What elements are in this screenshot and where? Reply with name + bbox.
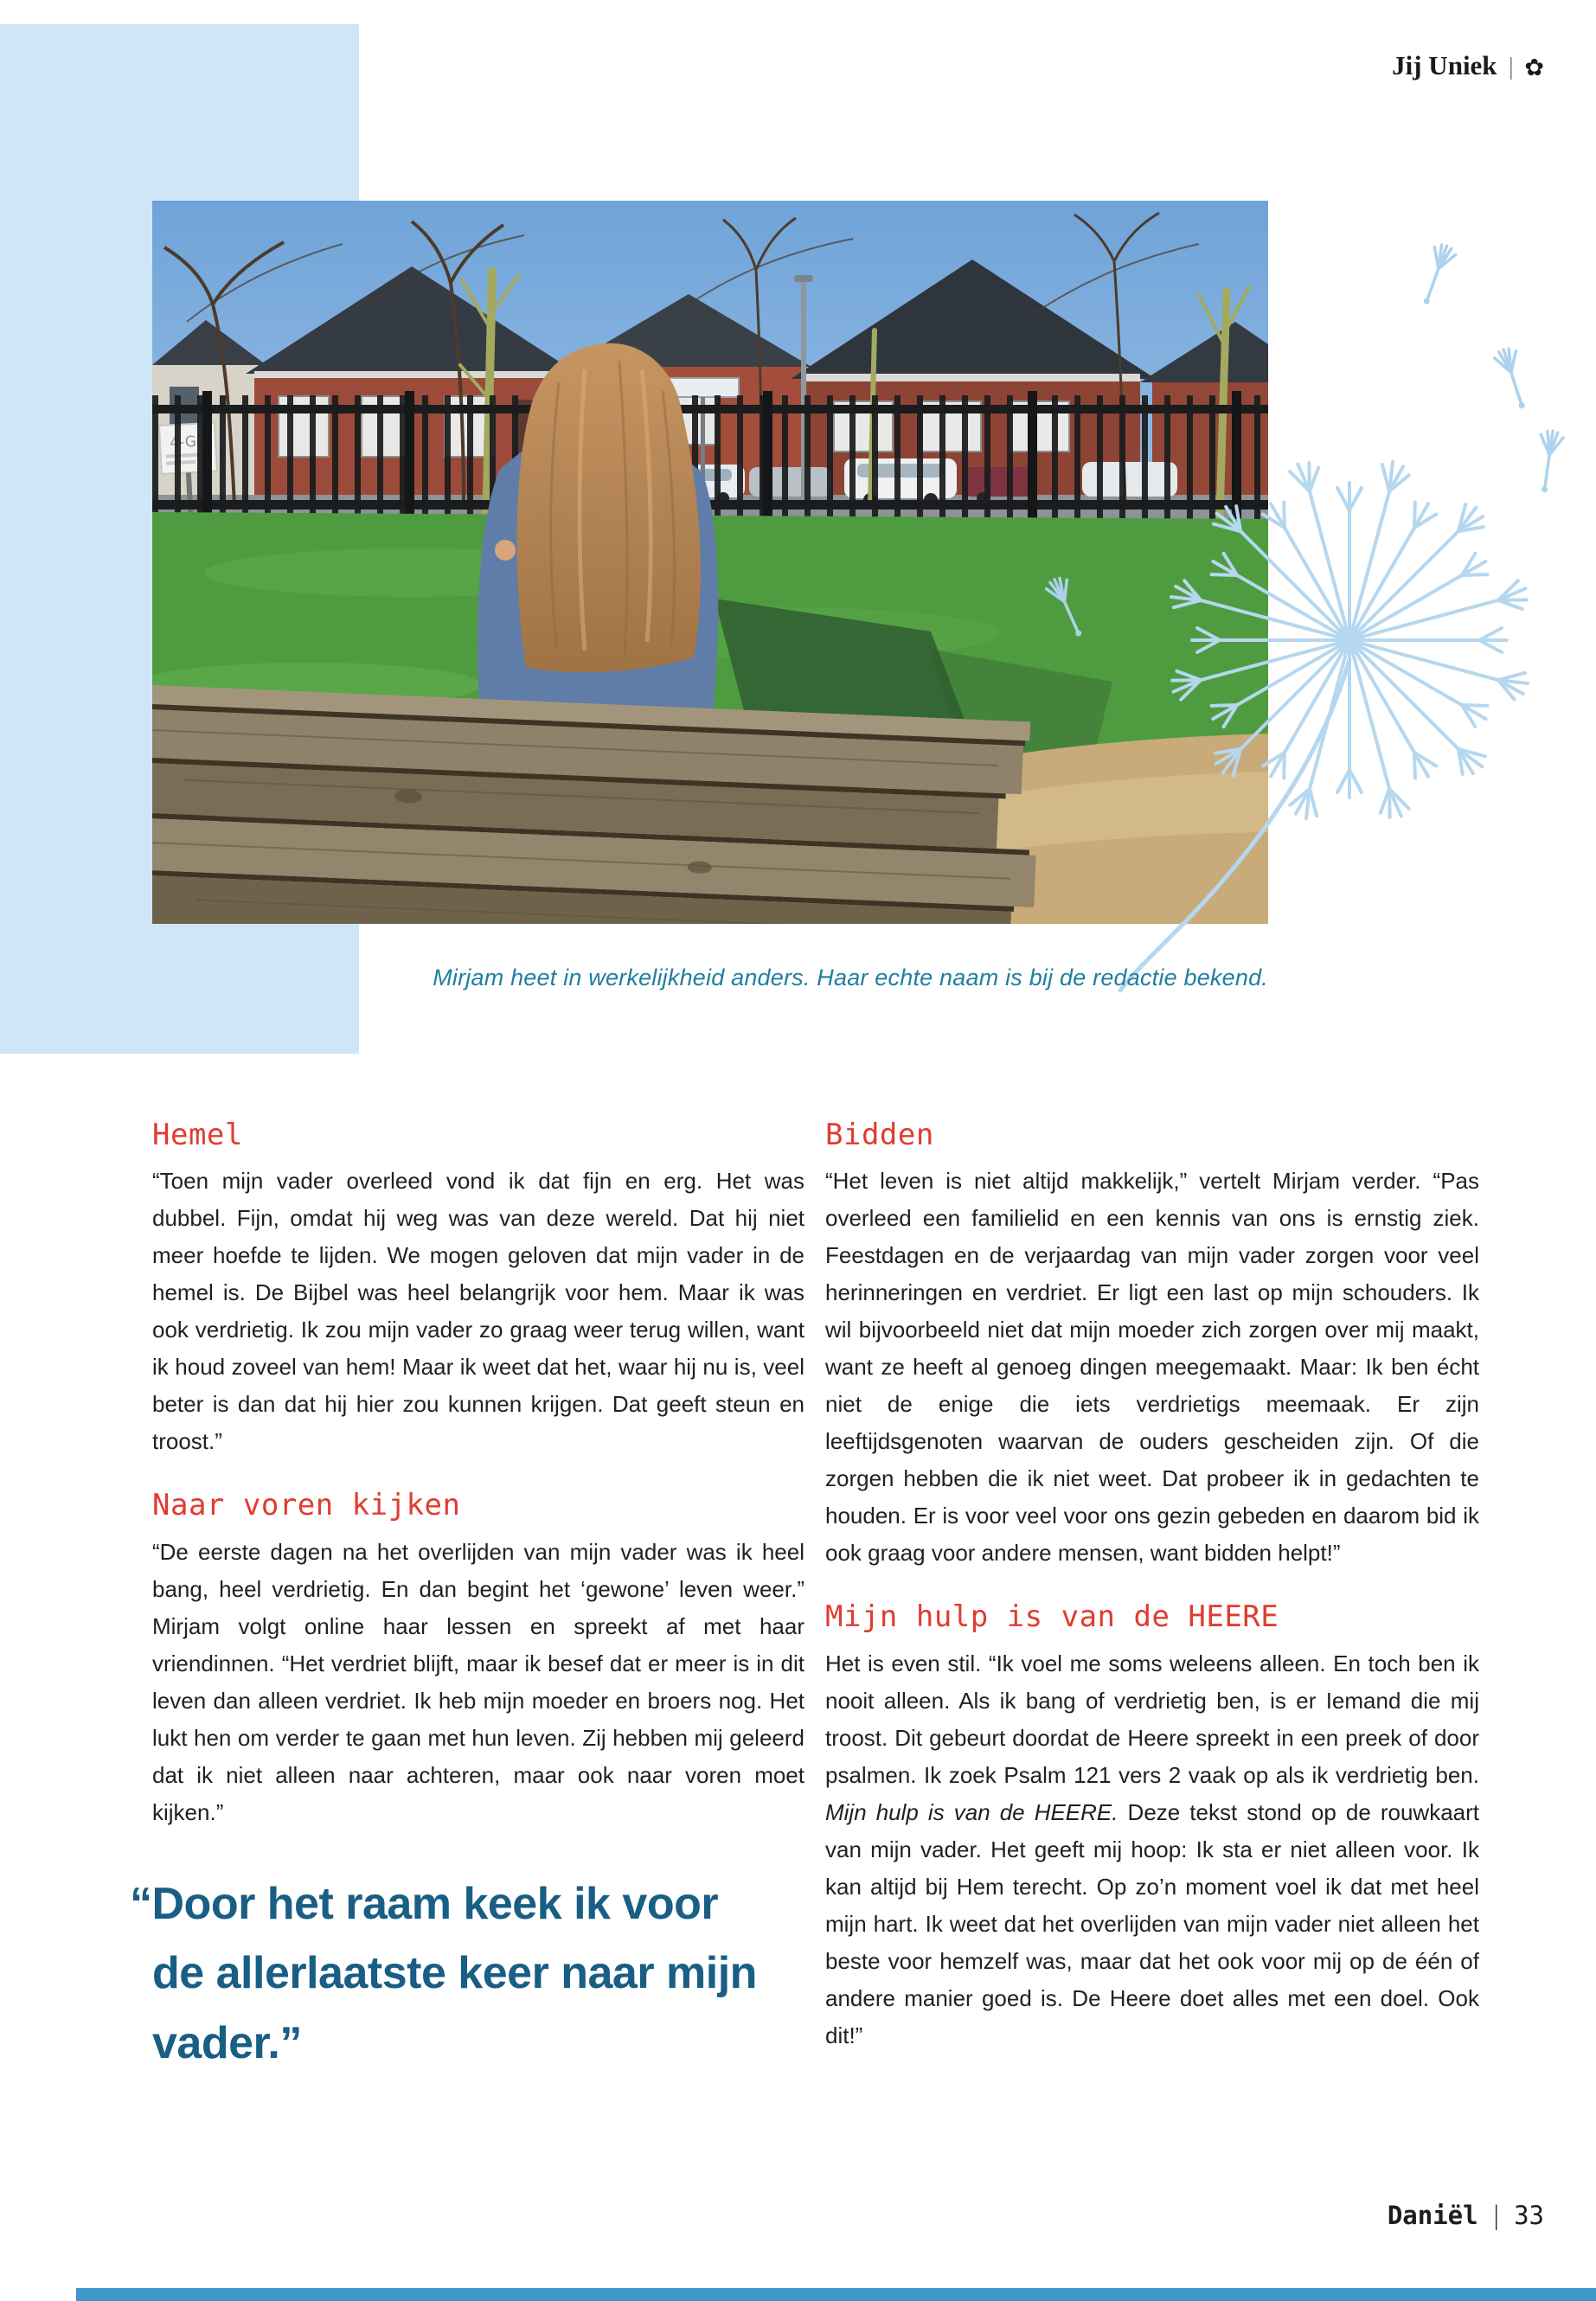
photo-caption: Mirjam heet in werkelijkheid anders. Haar echte naam is bij de redactie bekend. [433, 965, 1268, 990]
section-body-mijn-hulp [825, 1645, 1479, 2054]
body-text-before: Het is even stil. “Ik voel me soms weleens alleen. En toch ben ik nooit alleen. Als ik bang of verdrietig ben, is er Iemand die mij troost. Dit gebeurt doordat de Heere spreekt in een preek of door psalmen. Ik zoek Psalm 121 vers 2 vaak op als ik verdrietig ben. [825, 1650, 1479, 1788]
article-column-left [130, 1118, 804, 2079]
photo-girl-hand [495, 540, 516, 561]
photo-fence [152, 391, 1268, 521]
section-body-hemel: “Toen mijn vader overleed vond ik dat fijn en erg. Het was dubbel. Fijn, omdat hij weg was van deze wereld. Dat hij niet meer hoefde te lijden. We mogen geloven dat mijn vader in de hemel is. De Bijbel was heel belangrijk voor hem. Maar ik was ook verdrietig. Ik zou mijn vader zo graag weer terug willen, want ik houd zoveel van hem! Maar ik weet dat het, waar hij nu is, veel beter is dan dat hij hier zou kunnen krijgen. Dat geeft steun en troost.” [152, 1168, 804, 1455]
section-heading-mijn-hulp: Mijn hulp is van de HEERE [825, 1599, 1279, 1635]
masthead [1392, 50, 1544, 81]
body-text-italic: Mijn hulp is van de HEERE. [825, 1798, 1118, 1825]
masthead-separator: | [1509, 53, 1513, 80]
magazine-name: Daniël [1387, 2201, 1478, 2230]
section-heading-naar-voren-kijken: Naar voren kijken [152, 1488, 461, 1523]
section-body-bidden: “Het leven is niet altijd makkelijk,” vertelt Mirjam verder. “Pas overleed een familielid en een kennis van ons is ernstig ziek. Feestdagen en de verjaardag van mijn vader zorgen voor veel herinneringen en verdriet. Er ligt een last op mijn schouders. Ik wil bijvoorbeeld niet dat mijn moeder zich zorgen over mij maakt, want ze heeft al genoeg dingen meegemaakt. Maar: Ik ben écht niet de enige die iets verdrietigs meemaak. Er zijn leeftijdsgenoten waarvan de ouders gescheiden zijn. Of die zorgen hebben die ik niet weet. Dat probeer ik in gedachten te houden. Er is voor veel voor ons gezin gebeden en daarom bid ik ook graag voor andere mensen, want bidden helpt!” [825, 1168, 1479, 1567]
flower-icon: ✿ [1524, 54, 1544, 81]
section-heading-bidden: Bidden [825, 1118, 934, 1152]
page-number: 33 [1514, 2201, 1544, 2230]
section-body-naar-voren-kijken: “De eerste dagen na het overlijden van mijn vader was ik heel bang, heel verdrietig. En dan begint het ‘gewone’ leven weer.” Mirjam volgt online haar lessen en spreekt af met haar vriendinnen. “Het verdriet blijft, maar ik besef dat er meer is in dit leven dan alleen verdriet. Ik heb mijn moeder en broers nog. Het lukt hen om verder te gaan met hun leven. Zij hebben mij geleerd dat ik niet alleen naar achteren, maar ook naar voren moet kijken.” [152, 1538, 804, 1825]
photo-scene [152, 201, 1268, 924]
article-photo [152, 201, 1268, 924]
bottom-accent-bar [76, 2288, 1596, 2301]
footer-separator: | [1491, 2201, 1501, 2230]
body-text-after: Deze tekst stond op de rouwkaart van mijn vader. Het geeft mij hoop: Ik sta er niet alleen voor. Ik kan altijd bij Hem terecht. Op zo’n moment voel ik dat met heel mijn hart. Ik weet dat het overlijden van mijn vader niet alleen het beste voor hemzelf was, maar dat het ook voor mij op de één of andere manier goed is. De Heere doet alles met een doel. Ook dit!” [825, 1798, 1479, 2048]
pull-quote: “Door het raam keek ik voor de allerlaatste keer naar mijn vader.” [130, 1878, 757, 2068]
section-heading-hemel: Hemel [152, 1118, 243, 1152]
article-column-right [825, 1119, 1479, 2084]
page-footer [1388, 2201, 1544, 2230]
magazine-section-title: Jij Uniek [1392, 50, 1497, 80]
photo-picnic-table [152, 684, 1042, 924]
